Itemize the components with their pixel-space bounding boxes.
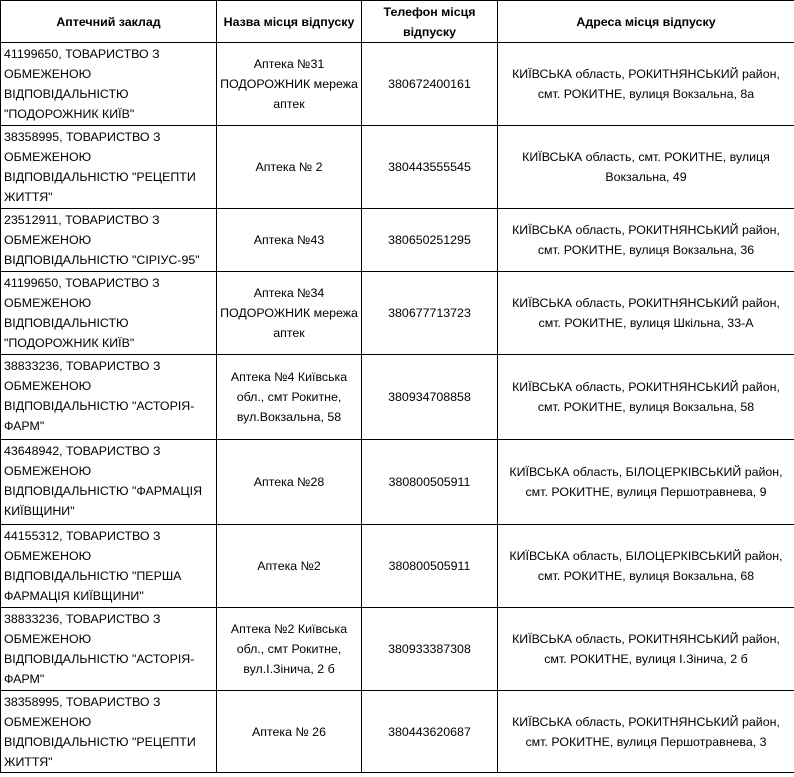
address-cell: КИЇВСЬКА область, РОКИТНЯНСЬКИЙ район, смт. РОКИТНЕ, вулиця Вокзальна, 8а (498, 43, 794, 126)
phone-cell: 380443620687 (362, 691, 498, 773)
name-cell: Аптека № 26 (217, 691, 362, 773)
phone-cell: 380933387308 (362, 608, 498, 691)
table-row (1, 608, 794, 691)
address-cell: КИЇВСЬКА область, смт. РОКИТНЕ, вулиця Вокзальна, 49 (498, 126, 794, 209)
table-row (1, 209, 794, 272)
phone-cell: 380677713723 (362, 272, 498, 355)
header-establishment: Аптечний заклад (1, 1, 217, 43)
address-cell: КИЇВСЬКА область, РОКИТНЯНСЬКИЙ район, смт. РОКИТНЕ, вулиця Вокзальна, 58 (498, 355, 794, 440)
phone-cell: 380443555545 (362, 126, 498, 209)
header-phone: Телефон місця відпуску (362, 1, 498, 43)
establishment-cell: 38833236, ТОВАРИСТВО З ОБМЕЖЕНОЮ ВІДПОВІДАЛЬНІСТЮ "АСТОРІЯ-ФАРМ" (1, 355, 217, 440)
phone-cell: 380800505911 (362, 525, 498, 608)
establishment-cell: 44155312, ТОВАРИСТВО З ОБМЕЖЕНОЮ ВІДПОВІДАЛЬНІСТЮ "ПЕРША ФАРМАЦІЯ КИЇВЩИНИ" (1, 525, 217, 608)
table-row (1, 126, 794, 209)
establishment-cell: 41199650, ТОВАРИСТВО З ОБМЕЖЕНОЮ ВІДПОВІДАЛЬНІСТЮ "ПОДОРОЖНИК КИЇВ" (1, 272, 217, 355)
name-cell: Аптека №34 ПОДОРОЖНИК мережа аптек (217, 272, 362, 355)
name-cell: Аптека №43 (217, 209, 362, 272)
header-row (1, 1, 794, 43)
table-row (1, 691, 794, 773)
table-row (1, 525, 794, 608)
phone-cell: 380672400161 (362, 43, 498, 126)
phone-cell: 380650251295 (362, 209, 498, 272)
establishment-cell: 43648942, ТОВАРИСТВО З ОБМЕЖЕНОЮ ВІДПОВІДАЛЬНІСТЮ "ФАРМАЦІЯ КИЇВЩИНИ" (1, 440, 217, 525)
table-row (1, 43, 794, 126)
header-address: Адреса місця відпуску (498, 1, 794, 43)
name-cell: Аптека №2 (217, 525, 362, 608)
header-name: Назва місця відпуску (217, 1, 362, 43)
table-row (1, 355, 794, 440)
establishment-cell: 41199650, ТОВАРИСТВО З ОБМЕЖЕНОЮ ВІДПОВІДАЛЬНІСТЮ "ПОДОРОЖНИК КИЇВ" (1, 43, 217, 126)
table-row (1, 272, 794, 355)
establishment-cell: 38358995, ТОВАРИСТВО З ОБМЕЖЕНОЮ ВІДПОВІДАЛЬНІСТЮ "РЕЦЕПТИ ЖИТТЯ" (1, 691, 217, 773)
address-cell: КИЇВСЬКА область, РОКИТНЯНСЬКИЙ район, смт. РОКИТНЕ, вулиця Вокзальна, 36 (498, 209, 794, 272)
establishment-cell: 38833236, ТОВАРИСТВО З ОБМЕЖЕНОЮ ВІДПОВІДАЛЬНІСТЮ "АСТОРІЯ-ФАРМ" (1, 608, 217, 691)
address-cell: КИЇВСЬКА область, РОКИТНЯНСЬКИЙ район, смт. РОКИТНЕ, вулиця Шкільна, 33-А (498, 272, 794, 355)
table-row (1, 440, 794, 525)
address-cell: КИЇВСЬКА область, РОКИТНЯНСЬКИЙ район, смт. РОКИТНЕ, вулиця І.Зінича, 2 б (498, 608, 794, 691)
name-cell: Аптека №28 (217, 440, 362, 525)
establishment-cell: 23512911, ТОВАРИСТВО З ОБМЕЖЕНОЮ ВІДПОВІДАЛЬНІСТЮ "СІРІУС-95" (1, 209, 217, 272)
phone-cell: 380800505911 (362, 440, 498, 525)
address-cell: КИЇВСЬКА область, БІЛОЦЕРКІВСЬКИЙ район, смт. РОКИТНЕ, вулиця Першотравнева, 9 (498, 440, 794, 525)
name-cell: Аптека №4 Київська обл., смт Рокитне, вул.Вокзальна, 58 (217, 355, 362, 440)
establishment-cell: 38358995, ТОВАРИСТВО З ОБМЕЖЕНОЮ ВІДПОВІДАЛЬНІСТЮ "РЕЦЕПТИ ЖИТТЯ" (1, 126, 217, 209)
name-cell: Аптека № 2 (217, 126, 362, 209)
address-cell: КИЇВСЬКА область, РОКИТНЯНСЬКИЙ район, смт. РОКИТНЕ, вулиця Першотравнева, 3 (498, 691, 794, 773)
name-cell: Аптека №31 ПОДОРОЖНИК мережа аптек (217, 43, 362, 126)
name-cell: Аптека №2 Київська обл., смт Рокитне, вул.І.Зінича, 2 б (217, 608, 362, 691)
address-cell: КИЇВСЬКА область, БІЛОЦЕРКІВСЬКИЙ район, смт. РОКИТНЕ, вулиця Вокзальна, 68 (498, 525, 794, 608)
phone-cell: 380934708858 (362, 355, 498, 440)
